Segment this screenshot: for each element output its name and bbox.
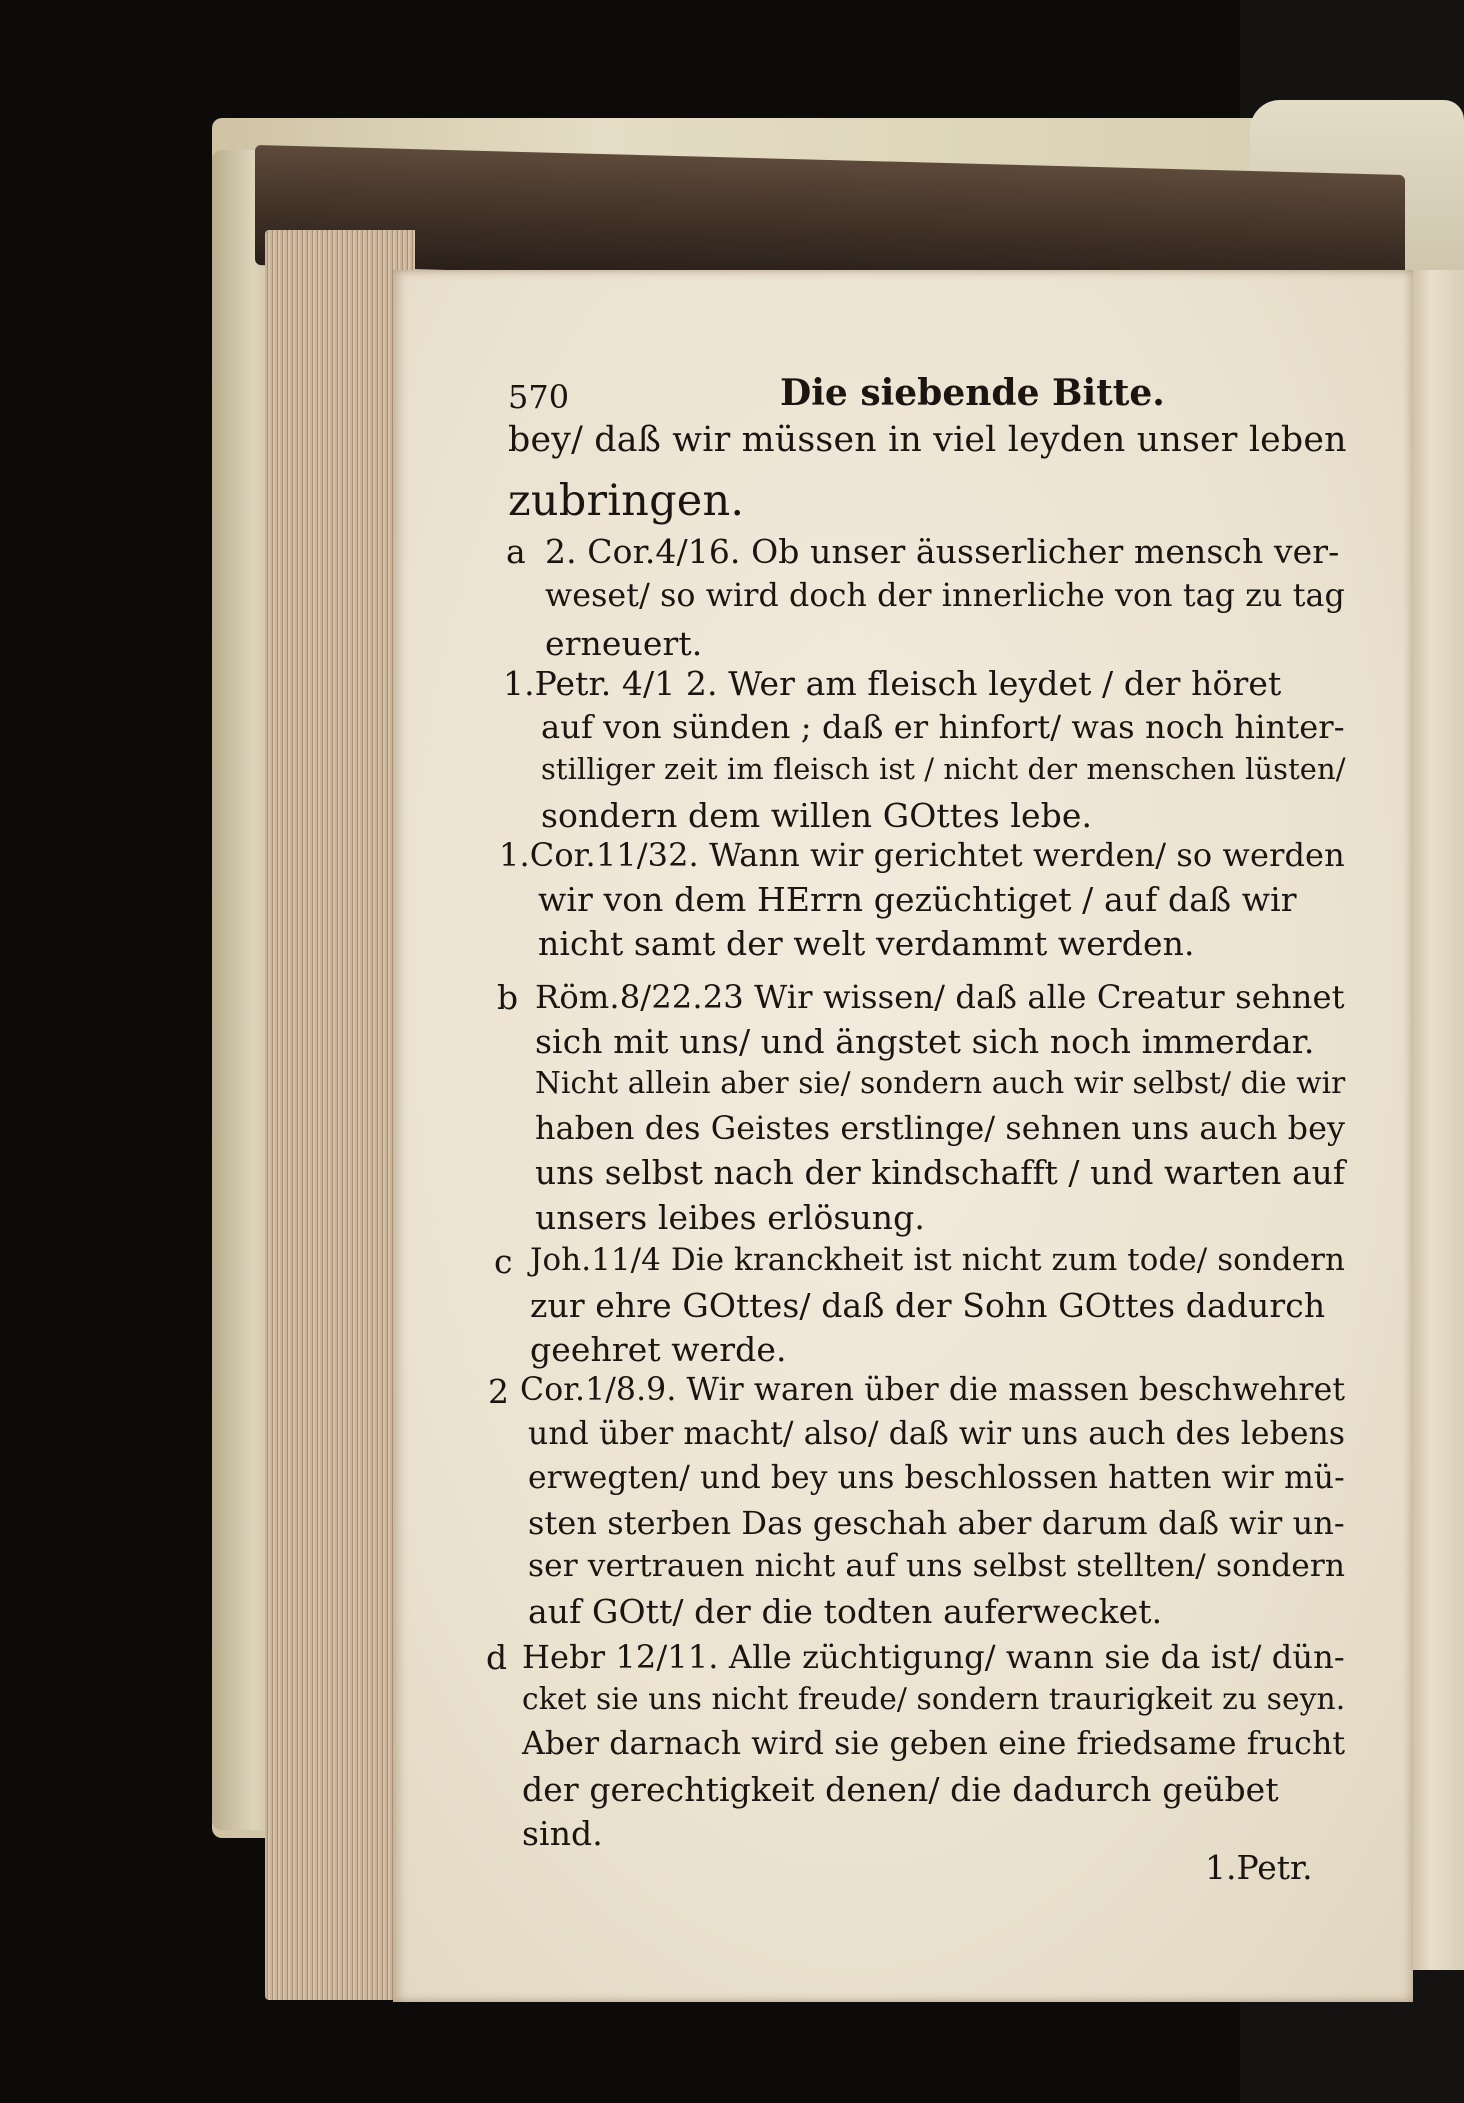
footnote-line: Nicht allein aber sie/ sondern auch wir selbst/ die wir [535, 1066, 1346, 1100]
footnote-line: Röm.8/22.23 Wir wissen/ daß alle Creatur sehnet [535, 978, 1345, 1016]
catchword: 1.Petr. [1205, 1848, 1313, 1887]
footnote-line: nicht samt der welt verdammt werden. [538, 924, 1195, 963]
footnote-line: sind. [522, 1814, 603, 1853]
footnote-line: Hebr 12/11. Alle züchtigung/ wann sie da ist/ dün- [522, 1638, 1345, 1676]
footnote-line: erneuert. [545, 624, 703, 663]
footnote-line: erwegten/ und bey uns beschlossen hatten wir mü- [528, 1460, 1345, 1496]
body-line: zubringen. [508, 476, 745, 526]
footnote-marker: c [494, 1242, 513, 1281]
footnote-line: wir von dem HErrn gezüchtiget / auf daß wir [538, 880, 1297, 919]
footnote-line: stilliger zeit im fleisch ist / nicht der menschen lüsten/ [541, 752, 1346, 786]
footnote-line: geehret werde. [530, 1330, 787, 1369]
footnote-line: der gerechtigkeit denen/ die dadurch geübet [522, 1770, 1279, 1809]
footnote-line: zur ehre GOttes/ daß der Sohn GOttes dadurch [530, 1286, 1326, 1325]
footnote-marker: b [497, 978, 519, 1017]
footnote-line: cket sie uns nicht freude/ sondern traurigkeit zu seyn. [522, 1682, 1346, 1717]
footnote-line: 1.Cor.11/32. Wann wir gerichtet werden/ so werden [499, 836, 1345, 874]
footnote-line: auf GOtt/ der die todten auferwecket. [528, 1592, 1163, 1631]
footnote-line: ser vertrauen nicht auf uns selbst stellten/ sondern [528, 1548, 1346, 1584]
footnote-line: unsers leibes erlösung. [535, 1198, 925, 1237]
footnote-line: Joh.11/4 Die kranckheit ist nicht zum tode/ sondern [530, 1242, 1346, 1278]
footnote-line: sondern dem willen GOttes lebe. [541, 796, 1093, 835]
footnote-marker: d [486, 1638, 508, 1677]
footnote-line: auf von sünden ; daß er hinfort/ was noch hinter- [541, 708, 1345, 746]
running-title: Die siebende Bitte. [780, 372, 1165, 414]
footnote-line: 1.Petr. 4/1 2. Wer am fleisch leydet / der höret [503, 664, 1282, 703]
footnote-marker: a [506, 532, 526, 571]
footnote-marker: 2 [488, 1372, 509, 1411]
footnote-line: uns selbst nach der kindschafft / und warten auf [535, 1154, 1346, 1192]
footnote-line: weset/ so wird doch der innerliche von tag zu tag [545, 578, 1345, 614]
body-line: bey/ daß wir müssen in viel leyden unser leben [508, 420, 1347, 460]
footnote-line: und über macht/ also/ daß wir uns auch des lebens [528, 1416, 1346, 1452]
footnote-line: haben des Geistes erstlinge/ sehnen uns auch bey [535, 1110, 1346, 1147]
book-gutter [1410, 270, 1464, 1970]
footnote-line: sten sterben Das geschah aber darum daß wir un- [528, 1504, 1345, 1542]
footnote-line: Aber darnach wird sie geben eine friedsame frucht [522, 1726, 1346, 1762]
footnote-line: sich mit uns/ und ängstet sich noch immerdar. [535, 1022, 1315, 1061]
page-number: 570 [508, 378, 570, 416]
footnote-line: 2. Cor.4/16. Ob unser äusserlicher mensch ver- [545, 532, 1340, 571]
footnote-line: Cor.1/8.9. Wir waren über die massen beschwehret [520, 1372, 1346, 1408]
